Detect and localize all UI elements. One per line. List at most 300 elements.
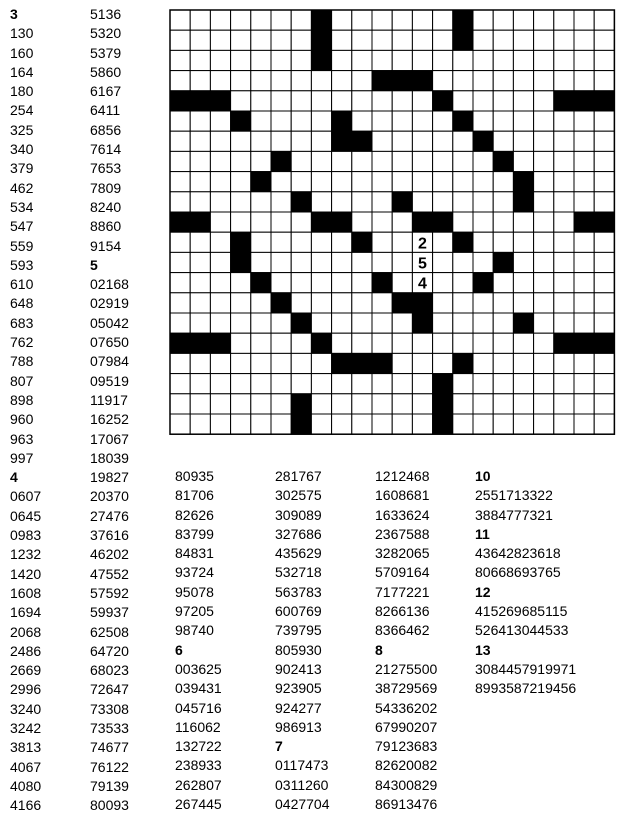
grid-cell[interactable] [473, 111, 493, 131]
grid-cell[interactable] [190, 252, 210, 272]
grid-cell[interactable] [473, 10, 493, 30]
grid-cell[interactable] [190, 313, 210, 333]
grid-cell[interactable] [574, 394, 594, 414]
grid-cell[interactable] [412, 10, 432, 30]
grid-cell[interactable] [170, 252, 190, 272]
grid-cell[interactable] [412, 353, 432, 373]
grid-cell[interactable] [231, 192, 251, 212]
grid-cell[interactable] [574, 374, 594, 394]
grid-cell[interactable] [311, 313, 331, 333]
grid-cell[interactable] [594, 313, 614, 333]
grid-cell[interactable] [291, 10, 311, 30]
grid-cell[interactable] [332, 394, 352, 414]
grid-cell[interactable] [372, 10, 392, 30]
grid-cell[interactable] [554, 414, 574, 434]
grid-cell[interactable] [493, 333, 513, 353]
grid-cell[interactable] [352, 414, 372, 434]
grid-cell[interactable] [190, 30, 210, 50]
grid-cell[interactable] [311, 273, 331, 293]
grid-cell[interactable] [271, 30, 291, 50]
grid-cell[interactable] [534, 414, 554, 434]
grid-cell[interactable] [352, 394, 372, 414]
grid-cell[interactable] [594, 50, 614, 70]
grid-cell[interactable] [352, 10, 372, 30]
grid-cell[interactable] [311, 232, 331, 252]
grid-cell[interactable] [291, 172, 311, 192]
grid-cell[interactable] [311, 192, 331, 212]
grid-cell[interactable] [574, 252, 594, 272]
grid-cell[interactable] [231, 374, 251, 394]
grid-cell[interactable] [392, 273, 412, 293]
grid-cell[interactable] [190, 353, 210, 373]
grid-cell[interactable] [574, 50, 594, 70]
grid-cell[interactable] [332, 71, 352, 91]
grid-cell[interactable] [251, 414, 271, 434]
grid-cell[interactable] [311, 172, 331, 192]
grid-cell[interactable] [594, 30, 614, 50]
grid-cell[interactable] [231, 30, 251, 50]
grid-cell[interactable] [311, 353, 331, 373]
grid-cell[interactable] [190, 394, 210, 414]
grid-cell[interactable] [554, 111, 574, 131]
grid-cell[interactable] [170, 414, 190, 434]
grid-cell[interactable] [493, 91, 513, 111]
grid-cell[interactable] [170, 172, 190, 192]
grid-cell[interactable] [372, 192, 392, 212]
grid-cell[interactable] [493, 232, 513, 252]
grid-cell[interactable] [190, 374, 210, 394]
grid-cell[interactable] [291, 131, 311, 151]
grid-cell[interactable] [594, 414, 614, 434]
grid-cell[interactable] [170, 192, 190, 212]
grid-cell[interactable] [453, 131, 473, 151]
grid-cell[interactable] [392, 91, 412, 111]
grid-cell[interactable] [574, 111, 594, 131]
grid-cell[interactable] [231, 293, 251, 313]
grid-cell[interactable] [412, 91, 432, 111]
grid-cell[interactable] [433, 71, 453, 91]
grid-cell[interactable] [554, 212, 574, 232]
grid-cell[interactable] [332, 232, 352, 252]
grid-cell[interactable] [493, 111, 513, 131]
grid-cell[interactable] [473, 333, 493, 353]
grid-cell[interactable] [170, 30, 190, 50]
grid-cell[interactable] [513, 394, 533, 414]
grid-cell[interactable] [170, 71, 190, 91]
grid-cell[interactable] [311, 91, 331, 111]
grid-cell[interactable] [594, 273, 614, 293]
grid-cell[interactable] [453, 212, 473, 232]
grid-cell[interactable] [170, 293, 190, 313]
grid-cell[interactable] [574, 192, 594, 212]
grid-cell[interactable] [473, 252, 493, 272]
grid-cell[interactable] [534, 313, 554, 333]
grid-cell[interactable] [594, 71, 614, 91]
grid-cell[interactable] [594, 353, 614, 373]
grid-cell[interactable] [210, 71, 230, 91]
grid-cell[interactable] [392, 151, 412, 171]
grid-cell[interactable] [473, 353, 493, 373]
grid-cell[interactable] [513, 414, 533, 434]
grid-cell[interactable] [554, 50, 574, 70]
grid-cell[interactable] [190, 10, 210, 30]
grid-cell[interactable] [291, 353, 311, 373]
grid-cell[interactable] [210, 172, 230, 192]
grid-cell[interactable] [352, 333, 372, 353]
grid-cell[interactable] [554, 71, 574, 91]
grid-cell[interactable] [170, 10, 190, 30]
grid-cell[interactable] [372, 252, 392, 272]
grid-cell[interactable] [210, 111, 230, 131]
grid-cell[interactable] [433, 30, 453, 50]
grid-cell[interactable] [453, 414, 473, 434]
grid-cell[interactable] [534, 71, 554, 91]
grid-cell[interactable] [251, 252, 271, 272]
grid-cell[interactable] [231, 10, 251, 30]
grid-cell[interactable] [311, 374, 331, 394]
grid-cell[interactable] [473, 192, 493, 212]
grid-cell[interactable] [412, 50, 432, 70]
grid-cell[interactable] [352, 172, 372, 192]
grid-cell[interactable] [594, 192, 614, 212]
grid-cell[interactable] [473, 232, 493, 252]
grid-cell[interactable] [513, 374, 533, 394]
grid-cell[interactable] [392, 252, 412, 272]
grid-cell[interactable] [554, 30, 574, 50]
grid-cell[interactable] [473, 374, 493, 394]
grid-cell[interactable] [271, 273, 291, 293]
grid-cell[interactable] [291, 111, 311, 131]
grid-cell[interactable] [453, 273, 473, 293]
grid-cell[interactable] [271, 172, 291, 192]
grid-cell[interactable] [453, 374, 473, 394]
grid-cell[interactable] [210, 212, 230, 232]
grid-cell[interactable] [594, 293, 614, 313]
grid-cell[interactable] [534, 374, 554, 394]
grid-cell[interactable] [170, 273, 190, 293]
grid-cell[interactable] [453, 91, 473, 111]
grid-cell[interactable] [453, 333, 473, 353]
grid-cell[interactable] [291, 293, 311, 313]
grid-cell[interactable] [513, 30, 533, 50]
grid-cell[interactable] [513, 151, 533, 171]
grid-cell[interactable] [554, 252, 574, 272]
grid-cell[interactable] [251, 333, 271, 353]
grid-cell[interactable] [392, 172, 412, 192]
grid-cell[interactable] [453, 252, 473, 272]
grid-cell[interactable] [291, 50, 311, 70]
grid-cell[interactable] [372, 333, 392, 353]
grid-cell[interactable] [311, 293, 331, 313]
grid-cell[interactable] [311, 131, 331, 151]
grid-cell[interactable] [392, 414, 412, 434]
grid-cell[interactable] [473, 71, 493, 91]
grid-cell[interactable] [170, 50, 190, 70]
grid-cell[interactable] [210, 232, 230, 252]
grid-cell[interactable] [594, 10, 614, 30]
grid-cell[interactable] [291, 374, 311, 394]
grid-cell[interactable] [251, 293, 271, 313]
grid-cell[interactable] [231, 273, 251, 293]
grid-cell[interactable] [231, 212, 251, 232]
grid-cell[interactable] [372, 172, 392, 192]
grid-cell[interactable] [513, 91, 533, 111]
grid-cell[interactable] [291, 91, 311, 111]
grid-cell[interactable] [352, 192, 372, 212]
grid-cell[interactable] [554, 374, 574, 394]
grid-cell[interactable] [453, 71, 473, 91]
grid-cell[interactable] [534, 10, 554, 30]
grid-cell[interactable] [433, 313, 453, 333]
grid-cell[interactable] [271, 131, 291, 151]
grid-cell[interactable] [493, 50, 513, 70]
grid-cell[interactable] [493, 192, 513, 212]
grid-cell[interactable] [332, 172, 352, 192]
grid-cell[interactable] [291, 212, 311, 232]
grid-cell[interactable] [534, 192, 554, 212]
grid-cell[interactable] [574, 293, 594, 313]
grid-cell[interactable] [332, 313, 352, 333]
grid-cell[interactable] [251, 10, 271, 30]
grid-cell[interactable] [433, 353, 453, 373]
grid-cell[interactable] [332, 50, 352, 70]
grid-cell[interactable] [271, 252, 291, 272]
grid-cell[interactable] [170, 394, 190, 414]
grid-cell[interactable] [554, 313, 574, 333]
grid-cell[interactable] [190, 151, 210, 171]
grid-cell[interactable] [372, 151, 392, 171]
grid-cell[interactable] [513, 333, 533, 353]
grid-cell[interactable] [372, 374, 392, 394]
grid-cell[interactable] [534, 353, 554, 373]
grid-cell[interactable] [170, 353, 190, 373]
grid-cell[interactable] [372, 111, 392, 131]
grid-cell[interactable] [251, 212, 271, 232]
grid-cell[interactable] [554, 131, 574, 151]
grid-cell[interactable] [352, 71, 372, 91]
grid-cell[interactable] [453, 192, 473, 212]
grid-cell[interactable] [271, 394, 291, 414]
grid-cell[interactable] [190, 50, 210, 70]
grid-cell[interactable] [311, 151, 331, 171]
grid-cell[interactable] [594, 172, 614, 192]
grid-cell[interactable] [291, 71, 311, 91]
grid-cell[interactable] [372, 212, 392, 232]
grid-cell[interactable] [493, 172, 513, 192]
grid-cell[interactable] [513, 353, 533, 373]
grid-cell[interactable] [332, 414, 352, 434]
grid-cell[interactable] [473, 151, 493, 171]
grid-cell[interactable] [190, 71, 210, 91]
grid-cell[interactable] [574, 71, 594, 91]
grid-cell[interactable] [412, 394, 432, 414]
grid-cell[interactable] [231, 151, 251, 171]
grid-cell[interactable] [190, 131, 210, 151]
grid-cell[interactable] [210, 394, 230, 414]
grid-cell[interactable] [392, 313, 412, 333]
grid-cell[interactable] [311, 394, 331, 414]
grid-cell[interactable] [170, 151, 190, 171]
grid-cell[interactable] [453, 151, 473, 171]
grid-cell[interactable] [453, 394, 473, 414]
grid-cell[interactable] [251, 71, 271, 91]
grid-cell[interactable] [554, 273, 574, 293]
grid-cell[interactable] [554, 353, 574, 373]
grid-cell[interactable] [372, 293, 392, 313]
grid-cell[interactable] [352, 212, 372, 232]
grid-cell[interactable] [332, 333, 352, 353]
grid-cell[interactable] [190, 172, 210, 192]
grid-cell[interactable] [251, 374, 271, 394]
grid-cell[interactable] [372, 414, 392, 434]
grid-cell[interactable] [534, 212, 554, 232]
grid-cell[interactable] [271, 111, 291, 131]
grid-cell[interactable] [412, 151, 432, 171]
grid-cell[interactable] [513, 131, 533, 151]
grid-cell[interactable] [412, 30, 432, 50]
grid-cell[interactable] [513, 293, 533, 313]
grid-cell[interactable] [291, 333, 311, 353]
grid-cell[interactable] [210, 414, 230, 434]
grid-cell[interactable] [493, 71, 513, 91]
grid-cell[interactable] [412, 111, 432, 131]
grid-cell[interactable] [433, 131, 453, 151]
grid-cell[interactable] [493, 273, 513, 293]
grid-cell[interactable] [453, 293, 473, 313]
grid-cell[interactable] [311, 252, 331, 272]
grid-cell[interactable] [513, 71, 533, 91]
grid-cell[interactable] [554, 394, 574, 414]
grid-cell[interactable] [412, 192, 432, 212]
grid-cell[interactable] [534, 333, 554, 353]
grid-cell[interactable] [493, 313, 513, 333]
grid-cell[interactable] [332, 273, 352, 293]
grid-cell[interactable] [352, 91, 372, 111]
grid-cell[interactable] [251, 91, 271, 111]
grid-cell[interactable] [412, 333, 432, 353]
grid-cell[interactable] [372, 50, 392, 70]
grid-cell[interactable] [493, 353, 513, 373]
grid-cell[interactable] [231, 91, 251, 111]
grid-cell[interactable] [271, 333, 291, 353]
grid-cell[interactable] [574, 30, 594, 50]
grid-cell[interactable] [190, 273, 210, 293]
grid-cell[interactable] [352, 293, 372, 313]
grid-cell[interactable] [271, 10, 291, 30]
grid-cell[interactable] [534, 172, 554, 192]
grid-cell[interactable] [534, 30, 554, 50]
grid-cell[interactable] [372, 313, 392, 333]
grid-cell[interactable] [210, 50, 230, 70]
grid-cell[interactable] [554, 232, 574, 252]
grid-cell[interactable] [513, 10, 533, 30]
grid-cell[interactable] [372, 131, 392, 151]
grid-cell[interactable] [210, 293, 230, 313]
grid-cell[interactable] [453, 50, 473, 70]
grid-cell[interactable] [231, 313, 251, 333]
grid-cell[interactable] [372, 30, 392, 50]
grid-cell[interactable] [332, 252, 352, 272]
grid-cell[interactable] [392, 232, 412, 252]
grid-cell[interactable] [493, 414, 513, 434]
grid-cell[interactable] [534, 252, 554, 272]
grid-cell[interactable] [433, 252, 453, 272]
grid-cell[interactable] [251, 50, 271, 70]
grid-cell[interactable] [392, 50, 412, 70]
grid-cell[interactable] [251, 394, 271, 414]
grid-cell[interactable] [433, 50, 453, 70]
grid-cell[interactable] [251, 131, 271, 151]
grid-cell[interactable] [493, 212, 513, 232]
grid-cell[interactable] [231, 131, 251, 151]
grid-cell[interactable] [210, 374, 230, 394]
grid-cell[interactable] [412, 374, 432, 394]
grid-cell[interactable] [493, 374, 513, 394]
grid-cell[interactable] [392, 131, 412, 151]
grid-cell[interactable] [291, 30, 311, 50]
grid-cell[interactable] [392, 394, 412, 414]
grid-cell[interactable] [433, 293, 453, 313]
grid-cell[interactable] [231, 50, 251, 70]
grid-cell[interactable] [574, 414, 594, 434]
grid-cell[interactable] [332, 374, 352, 394]
grid-cell[interactable] [352, 30, 372, 50]
grid-cell[interactable] [352, 151, 372, 171]
grid-cell[interactable] [210, 151, 230, 171]
grid-cell[interactable] [251, 353, 271, 373]
grid-cell[interactable] [190, 414, 210, 434]
grid-cell[interactable] [513, 232, 533, 252]
grid-cell[interactable] [271, 313, 291, 333]
grid-cell[interactable] [554, 172, 574, 192]
grid-cell[interactable] [554, 192, 574, 212]
grid-cell[interactable] [392, 111, 412, 131]
grid-cell[interactable] [231, 333, 251, 353]
grid-cell[interactable] [251, 313, 271, 333]
grid-cell[interactable] [332, 151, 352, 171]
grid-cell[interactable] [332, 192, 352, 212]
grid-cell[interactable] [170, 111, 190, 131]
grid-cell[interactable] [493, 10, 513, 30]
grid-cell[interactable] [594, 131, 614, 151]
grid-cell[interactable] [231, 353, 251, 373]
grid-cell[interactable] [392, 212, 412, 232]
grid-cell[interactable] [352, 273, 372, 293]
grid-cell[interactable] [190, 111, 210, 131]
grid-cell[interactable] [352, 50, 372, 70]
grid-cell[interactable] [231, 172, 251, 192]
grid-cell[interactable] [473, 394, 493, 414]
grid-cell[interactable] [574, 131, 594, 151]
grid-cell[interactable] [271, 71, 291, 91]
grid-cell[interactable] [210, 273, 230, 293]
grid-cell[interactable] [534, 151, 554, 171]
grid-cell[interactable] [291, 273, 311, 293]
grid-cell[interactable] [594, 232, 614, 252]
grid-cell[interactable] [594, 111, 614, 131]
grid-cell[interactable] [534, 111, 554, 131]
grid-cell[interactable] [513, 212, 533, 232]
grid-cell[interactable] [271, 414, 291, 434]
grid-cell[interactable] [311, 71, 331, 91]
grid-cell[interactable] [594, 151, 614, 171]
grid-cell[interactable] [291, 252, 311, 272]
grid-cell[interactable] [372, 232, 392, 252]
grid-cell[interactable] [210, 313, 230, 333]
grid-cell[interactable] [493, 30, 513, 50]
grid-cell[interactable] [594, 394, 614, 414]
grid-cell[interactable] [271, 50, 291, 70]
